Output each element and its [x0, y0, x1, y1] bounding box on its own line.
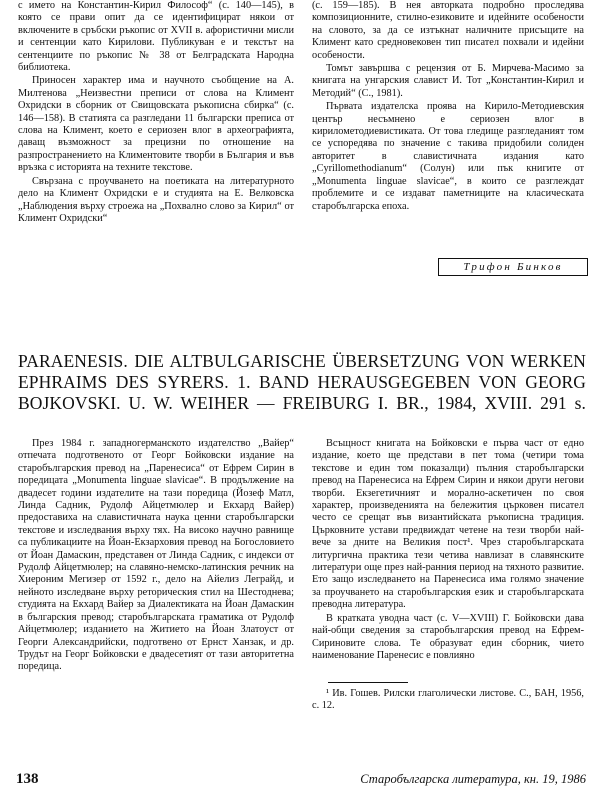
review-heading — [18, 351, 586, 414]
running-footer: Старобългарска литература, кн. 19, 1986 — [360, 772, 586, 786]
footnote-divider — [328, 682, 408, 683]
bottom-right-column — [312, 438, 584, 663]
reviewer-signature: Трифон Бинков — [438, 258, 588, 276]
footnote — [312, 688, 584, 713]
review-heading-line: PARAENESIS. DIE ALTBULGARISCHE ÜBERSETZUNG VON WERKEN — [18, 351, 586, 371]
paragraph: Първата издателска проява на Кирило-Методиевския център несъмнено е сериозен влог в кирилометодиевистиката. От това гледище разгледаният том се успоредява по значение с такива придобили солиден авторитет в славистичната издания като „Cyrillomethodianum“ (Солун) или пък книгите от „Monumenta linguae slavicae“, в които се разглеждат проблемите и се издават паметниците на класическата старобългарска епоха. — [312, 101, 584, 212]
paragraph: Приносен характер има и научното съобщение на А. Милтенова „Неизвестни преписи от слова на Климент Охридски в сборник от Свищовската ръкописна сбирка“ (с. 146—158). В статията са разгледани 11 български преписа от слова на Климент, което е сериозен влог в археографията, даващ възможност за прецизни по отношение на разпространението на Климентовите творби в България и във връзка с историята на техните текстове. — [18, 75, 294, 174]
paragraph: с името на Константин-Кирил Философ“ (с. 140—145), в която се прави опит да се идентифицират някои от включените в сръбски ръкопис от XVII в. афористични мисли и сентенции като Кирилови. Публикуван е и текстът на сентенциите по ръкопис № 38 от Белградската Народна библиотека. — [18, 0, 294, 74]
paragraph: Всъщност книгата на Бойковски е първа част от едно издание, което ще представи в пет тома (четири тома текстове и един том показалци) пълния старобългарски превод на Паренесиса на Ефрем Сирин и някои други негови творби. Екзегетичният и морално-аскетичен по своя характер, произведенията на бележития църковен писател често се срещат във византийската ръкописна традиция. Църковните устави предвиждат четене на тези творби най-вече за дните на Великия пост¹. Чрез старобългарската литургична практика тези четива навлизат в славянските литератури още през най-ранния период на тяхното развитие. Ето защо изследването на Паренесиса има голямо значение за проучването на старобългарския език и старобългарската преводна литература. — [312, 438, 584, 611]
paragraph: През 1984 г. западногерманското издателство „Вайер“ отпечата подготвеното от Георг Бойковски издание на старобългарския превод на „Паренесиса“ от Ефрем Сирин в поредицата „Monumenta linguae slavicae“. В продължение на двадесет години издателите на тази поредица (Йозеф Матл, Линда Садник, Рудолф Айцетмюлер и Екхард Вайер) предоставиха на славистичната наука ценни старобългарски текстове и изследвания върху тях. На високо научно равнище са публикациите на Йоан-Екзарховия превод на Богословието от Йоан Дамаскин, представен от Линда Садник, с индекси от Рудолф Айцетмюлер; на славяно-немско-латинския речник на Хиероним Мегизер от 1592 г., дело на Айелиз Леграйд, и нейното изследване върху реторическия стил на Шестоднева; студията на Екхард Вайер за Диалектиката на Йоан Дамаскин в българския превод; старобългарската граматика от Рудолф Айцетмюлер; изданието на Житието на Йоан Златоуст от Георги Александрийски, подготвено от Ернст Ханзак, и др. Трудът на Георг Бойковски е двадесетият от тази авторитетна поредица. — [18, 438, 294, 673]
paragraph: (с. 159—185). В нея авторката подробно проследява композиционните, стилно-езиковите и идейните особености на словото, за да се изтъкнат наличните присъщите на Климент като средновековен тип писател похвали и идейни особености. — [312, 0, 584, 61]
top-left-column — [18, 0, 294, 226]
review-heading-line: BOJKOVSKI. U. W. WEIHER — FREIBURG I. BR., 1984, XVIII. 291 s. — [18, 393, 586, 413]
paragraph: Томът завършва с рецензия от Б. Мирчева-Масимо за книгата на унгарския славист И. Тот „Константин-Кирил и Методий“ (С., 1981). — [312, 63, 584, 99]
paragraph: В кратката уводна част (с. V—XVIII) Г. Бойковски дава най-общи сведения за старобългарския превод на Ефрем-Сириновите слова. Те образуват един сборник, чието наименование Паренесис е повлияно — [312, 612, 584, 661]
page-number: 138 — [16, 771, 39, 787]
review-heading-line: EPHRAIMS DES SYRERS. 1. BAND HERAUSGEGEBEN VON GEORG — [18, 372, 586, 392]
bottom-left-column — [18, 438, 294, 675]
paragraph: Свързана с проучването на поетиката на литературното дело на Климент Охридски е и студията на Е. Велковска „Наблюдения върху строежа на „Похвално слово за Кирил“ от Климент Охридски“ — [18, 175, 294, 224]
top-right-column — [312, 0, 584, 214]
footnote-text: ¹ Ив. Гошев. Рилски глаголически листове. С., БАН, 1956, с. 12. — [312, 688, 584, 712]
